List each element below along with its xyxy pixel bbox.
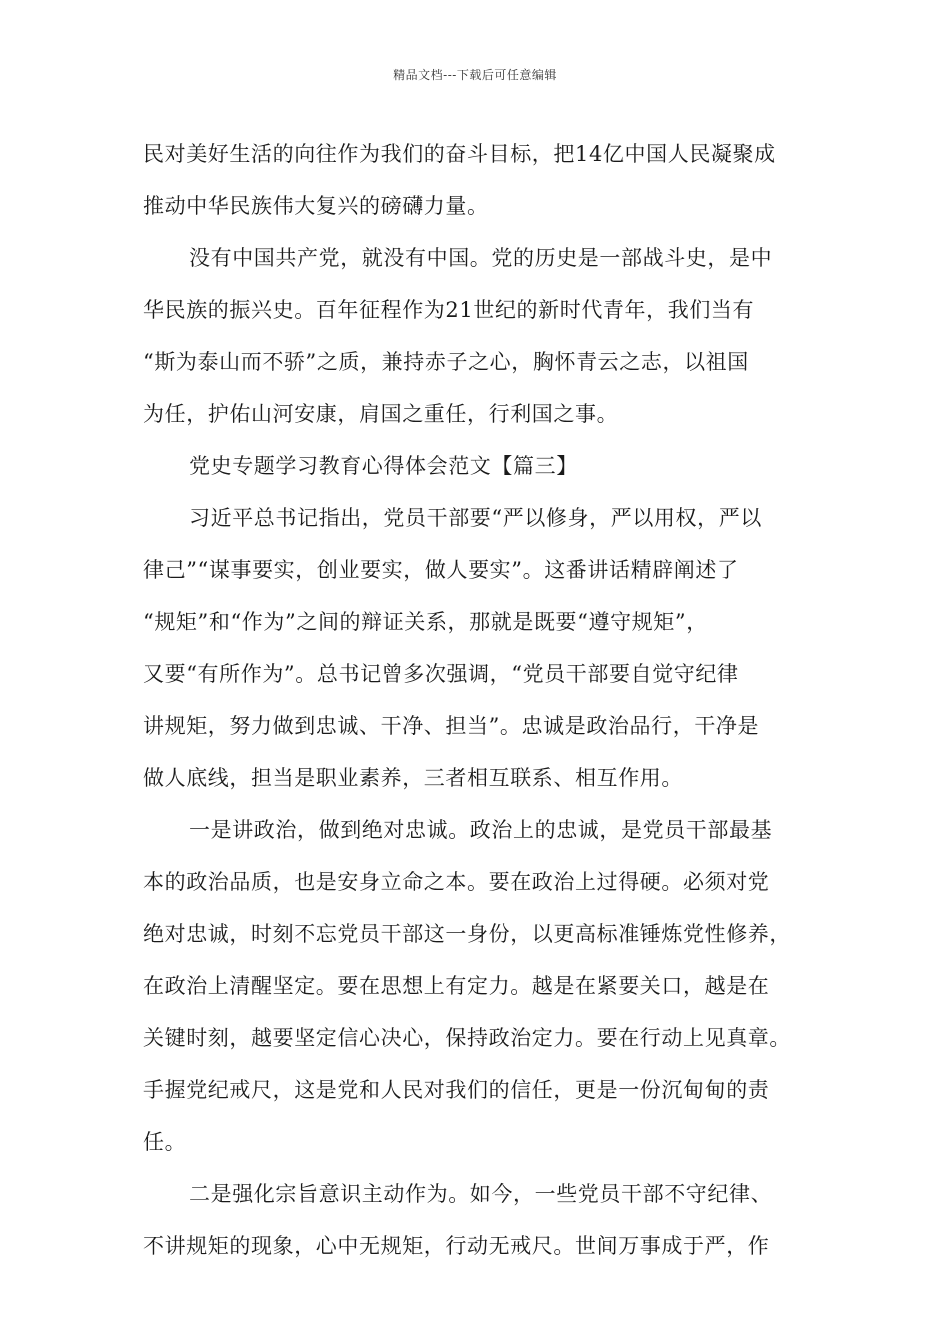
text-line: 在政治上清醒坚定。要在思想上有定力。越是在紧要关口，越是在 [143,974,770,998]
text-line: 二是强化宗旨意识主动作为。如今，一些党员干部不守纪律、 [189,1182,773,1206]
text-line: 又要“有所作为”。总书记曾多次强调，“党员干部要自觉守纪律 [143,662,739,686]
section-heading: 党史专题学习教育心得体会范文【篇三】 [189,454,578,478]
text-line: 没有中国共产党，就没有中国。党的历史是一部战斗史，是中 [189,246,773,270]
text-line: 手握党纪戒尺，这是党和人民对我们的信任，更是一份沉甸甸的责 [143,1078,770,1102]
text-line: 推动中华民族伟大复兴的磅礴力量。 [143,194,489,218]
text-line: 律己”“谋事要实，创业要实，做人要实”。这番讲话精辟阐述了 [143,558,739,582]
text-line: 为任，护佑山河安康，肩国之重任，行利国之事。 [143,402,619,426]
text-line: 一是讲政治，做到绝对忠诚。政治上的忠诚，是党员干部最基 [189,818,773,842]
document-body [143,128,813,1272]
text-line: “规矩”和“作为”之间的辩证关系，那就是既要“遵守规矩”， [143,610,708,634]
text-line: 任。 [143,1130,187,1154]
text-line: 华民族的振兴史。百年征程作为21世纪的新时代青年，我们当有 [143,298,755,322]
text-line: 做人底线，担当是职业素养，三者相互联系、相互作用。 [143,766,683,790]
text-line: “斯为泰山而不骄”之质，兼持赤子之心，胸怀青云之志，以祖国 [143,350,749,374]
text-line: 讲规矩，努力做到忠诚、干净、担当”。忠诚是政治品行，干净是 [143,714,760,738]
text-line: 不讲规矩的现象，心中无规矩，行动无戒尺。世间万事成于严，作 [143,1234,770,1258]
text-line: 民对美好生活的向往作为我们的奋斗目标，把14亿中国人民凝聚成 [143,142,776,166]
text-line: 关键时刻，越要坚定信心决心，保持政治定力。要在行动上见真章。 [143,1026,791,1050]
text-line: 本的政治品质，也是安身立命之本。要在政治上过得硬。必须对党 [143,870,770,894]
text-line: 绝对忠诚，时刻不忘党员干部这一身份，以更高标准锤炼党性修养， [143,922,791,946]
text-line: 习近平总书记指出，党员干部要“严以修身，严以用权，严以 [189,506,762,530]
page-header: 精品文档---下载后可任意编辑 [393,68,557,82]
